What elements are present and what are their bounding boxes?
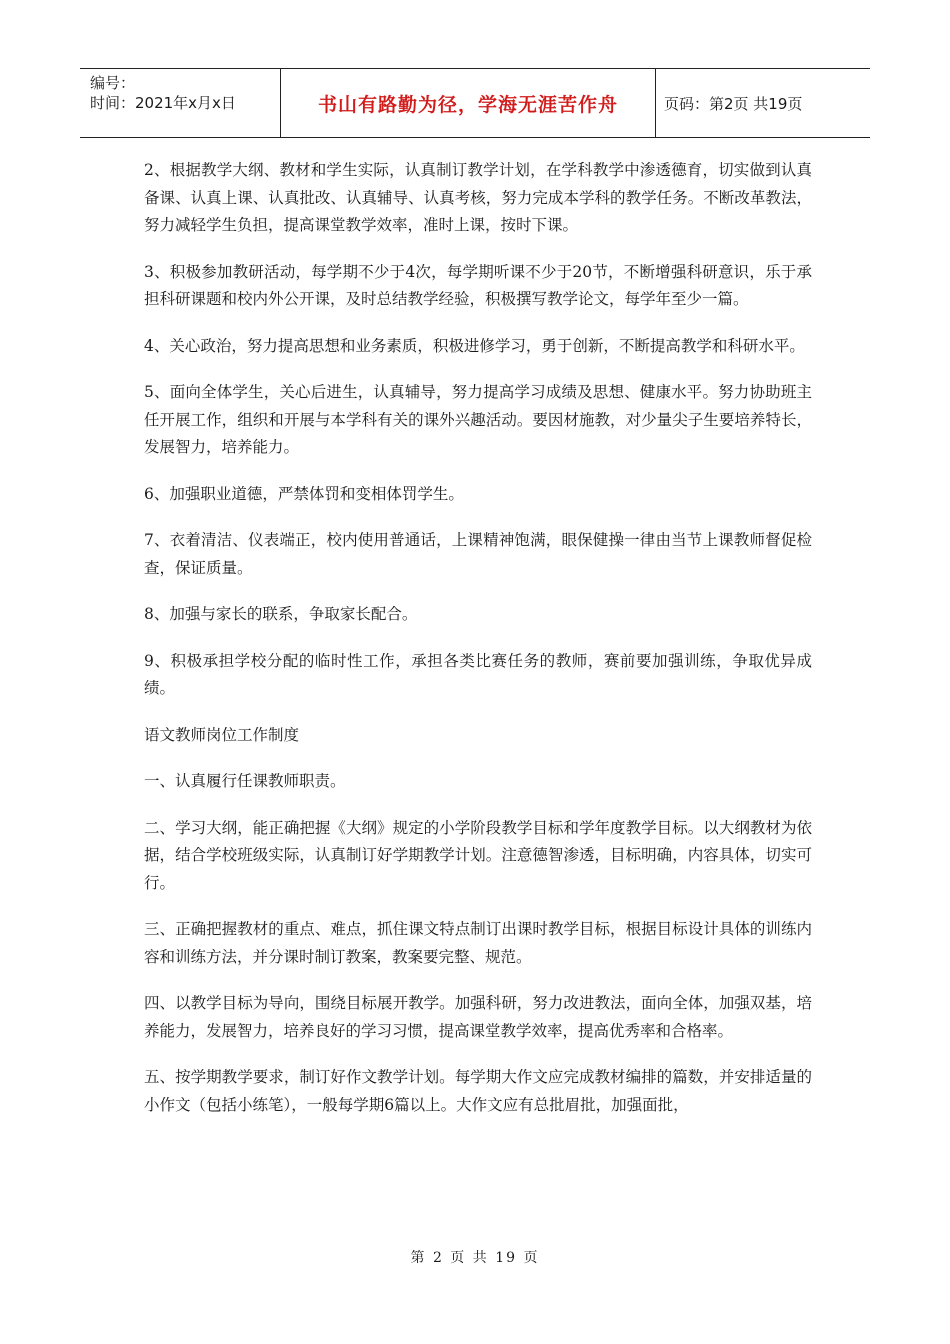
paragraph: 8、加强与家长的联系，争取家长配合。: [144, 605, 418, 623]
footer-page-number: 第 2 页 共 19 页: [410, 1250, 540, 1266]
document-body: [144, 157, 812, 1138]
paragraph: 三、正确把握教材的重点、难点，抓住课文特点制订出课时教学目标，根据目标设计具体的训练内容和训练方法，并分课时制订教案，教案要完整、规范。: [144, 920, 812, 966]
header-motto-cell: [281, 69, 656, 137]
number-label: 编号：: [90, 74, 136, 92]
motto: 书山有路勤为径，学海无涯苦作舟: [317, 93, 618, 116]
paragraph: 6、加强职业道德，严禁体罚和变相体罚学生。: [144, 484, 464, 503]
page-info: 页码：第2页 共19页: [664, 94, 803, 113]
header-meta: [80, 69, 281, 137]
paragraph: 一、认真履行任课教师职责。: [144, 772, 346, 790]
paragraph: 五、按学期教学要求，制订好作文教学计划。每学期大作文应完成教材编排的篇数，并安排适量的小作文（包括小练笔），一般每学期6篇以上。大作文应有总批眉批，加强面批，: [144, 1068, 812, 1114]
paragraph: 3、积极参加教研活动，每学期不少于4次，每学期听课不少于20节，不断增强科研意识，乐于承担科研课题和校内外公开课，及时总结教学经验，积极撰写教学论文，每学年至少一篇。: [144, 262, 812, 308]
paragraph: 9、积极承担学校分配的临时性工作，承担各类比赛任务的教师，赛前要加强训练，争取优异成绩。: [144, 651, 812, 697]
paragraph: 二、学习大纲，能正确把握《大纲》规定的小学阶段教学目标和学年度教学目标。以大纲教材为依据，结合学校班级实际，认真制订好学期教学计划。注意德智渗透，目标明确，内容具体，切实可行。: [144, 818, 812, 892]
time-label: 时间：2021年x月x日: [90, 94, 236, 112]
paragraph: 5、面向全体学生，关心后进生，认真辅导，努力提高学习成绩及思想、健康水平。努力协助班主任开展工作，组织和开展与本学科有关的课外兴趣活动。要因材施教，对少量尖子生要培养特长，发展智力，培养能力。: [144, 383, 812, 456]
paragraph: 4、关心政治，努力提高思想和业务素质，积极进修学习，勇于创新，不断提高教学和科研水平。: [144, 336, 805, 355]
paragraph: 四、以教学目标为导向，围绕目标展开教学。加强科研，努力改进教法，面向全体，加强双基，培养能力，发展智力，培养良好的学习习惯，提高课堂教学效率，提高优秀率和合格率。: [144, 994, 812, 1040]
header-page-info: [656, 69, 870, 137]
section-title: 语文教师岗位工作制度: [144, 725, 300, 744]
page-header: [80, 68, 870, 138]
page-footer: [0, 1247, 950, 1267]
paragraph: 2、根据教学大纲、教材和学生实际，认真制订教学计划，在学科教学中渗透德育，切实做到认真备课、认真上课、认真批改、认真辅导、认真考核，努力完成本学科的教学任务。不断改革教法，努力减轻学生负担，提高课堂教学效率，准时上课，按时下课。: [144, 161, 812, 234]
paragraph: 7、衣着清洁、仪表端正，校内使用普通话，上课精神饱满，眼保健操一律由当节上课教师督促检查，保证质量。: [144, 531, 812, 577]
